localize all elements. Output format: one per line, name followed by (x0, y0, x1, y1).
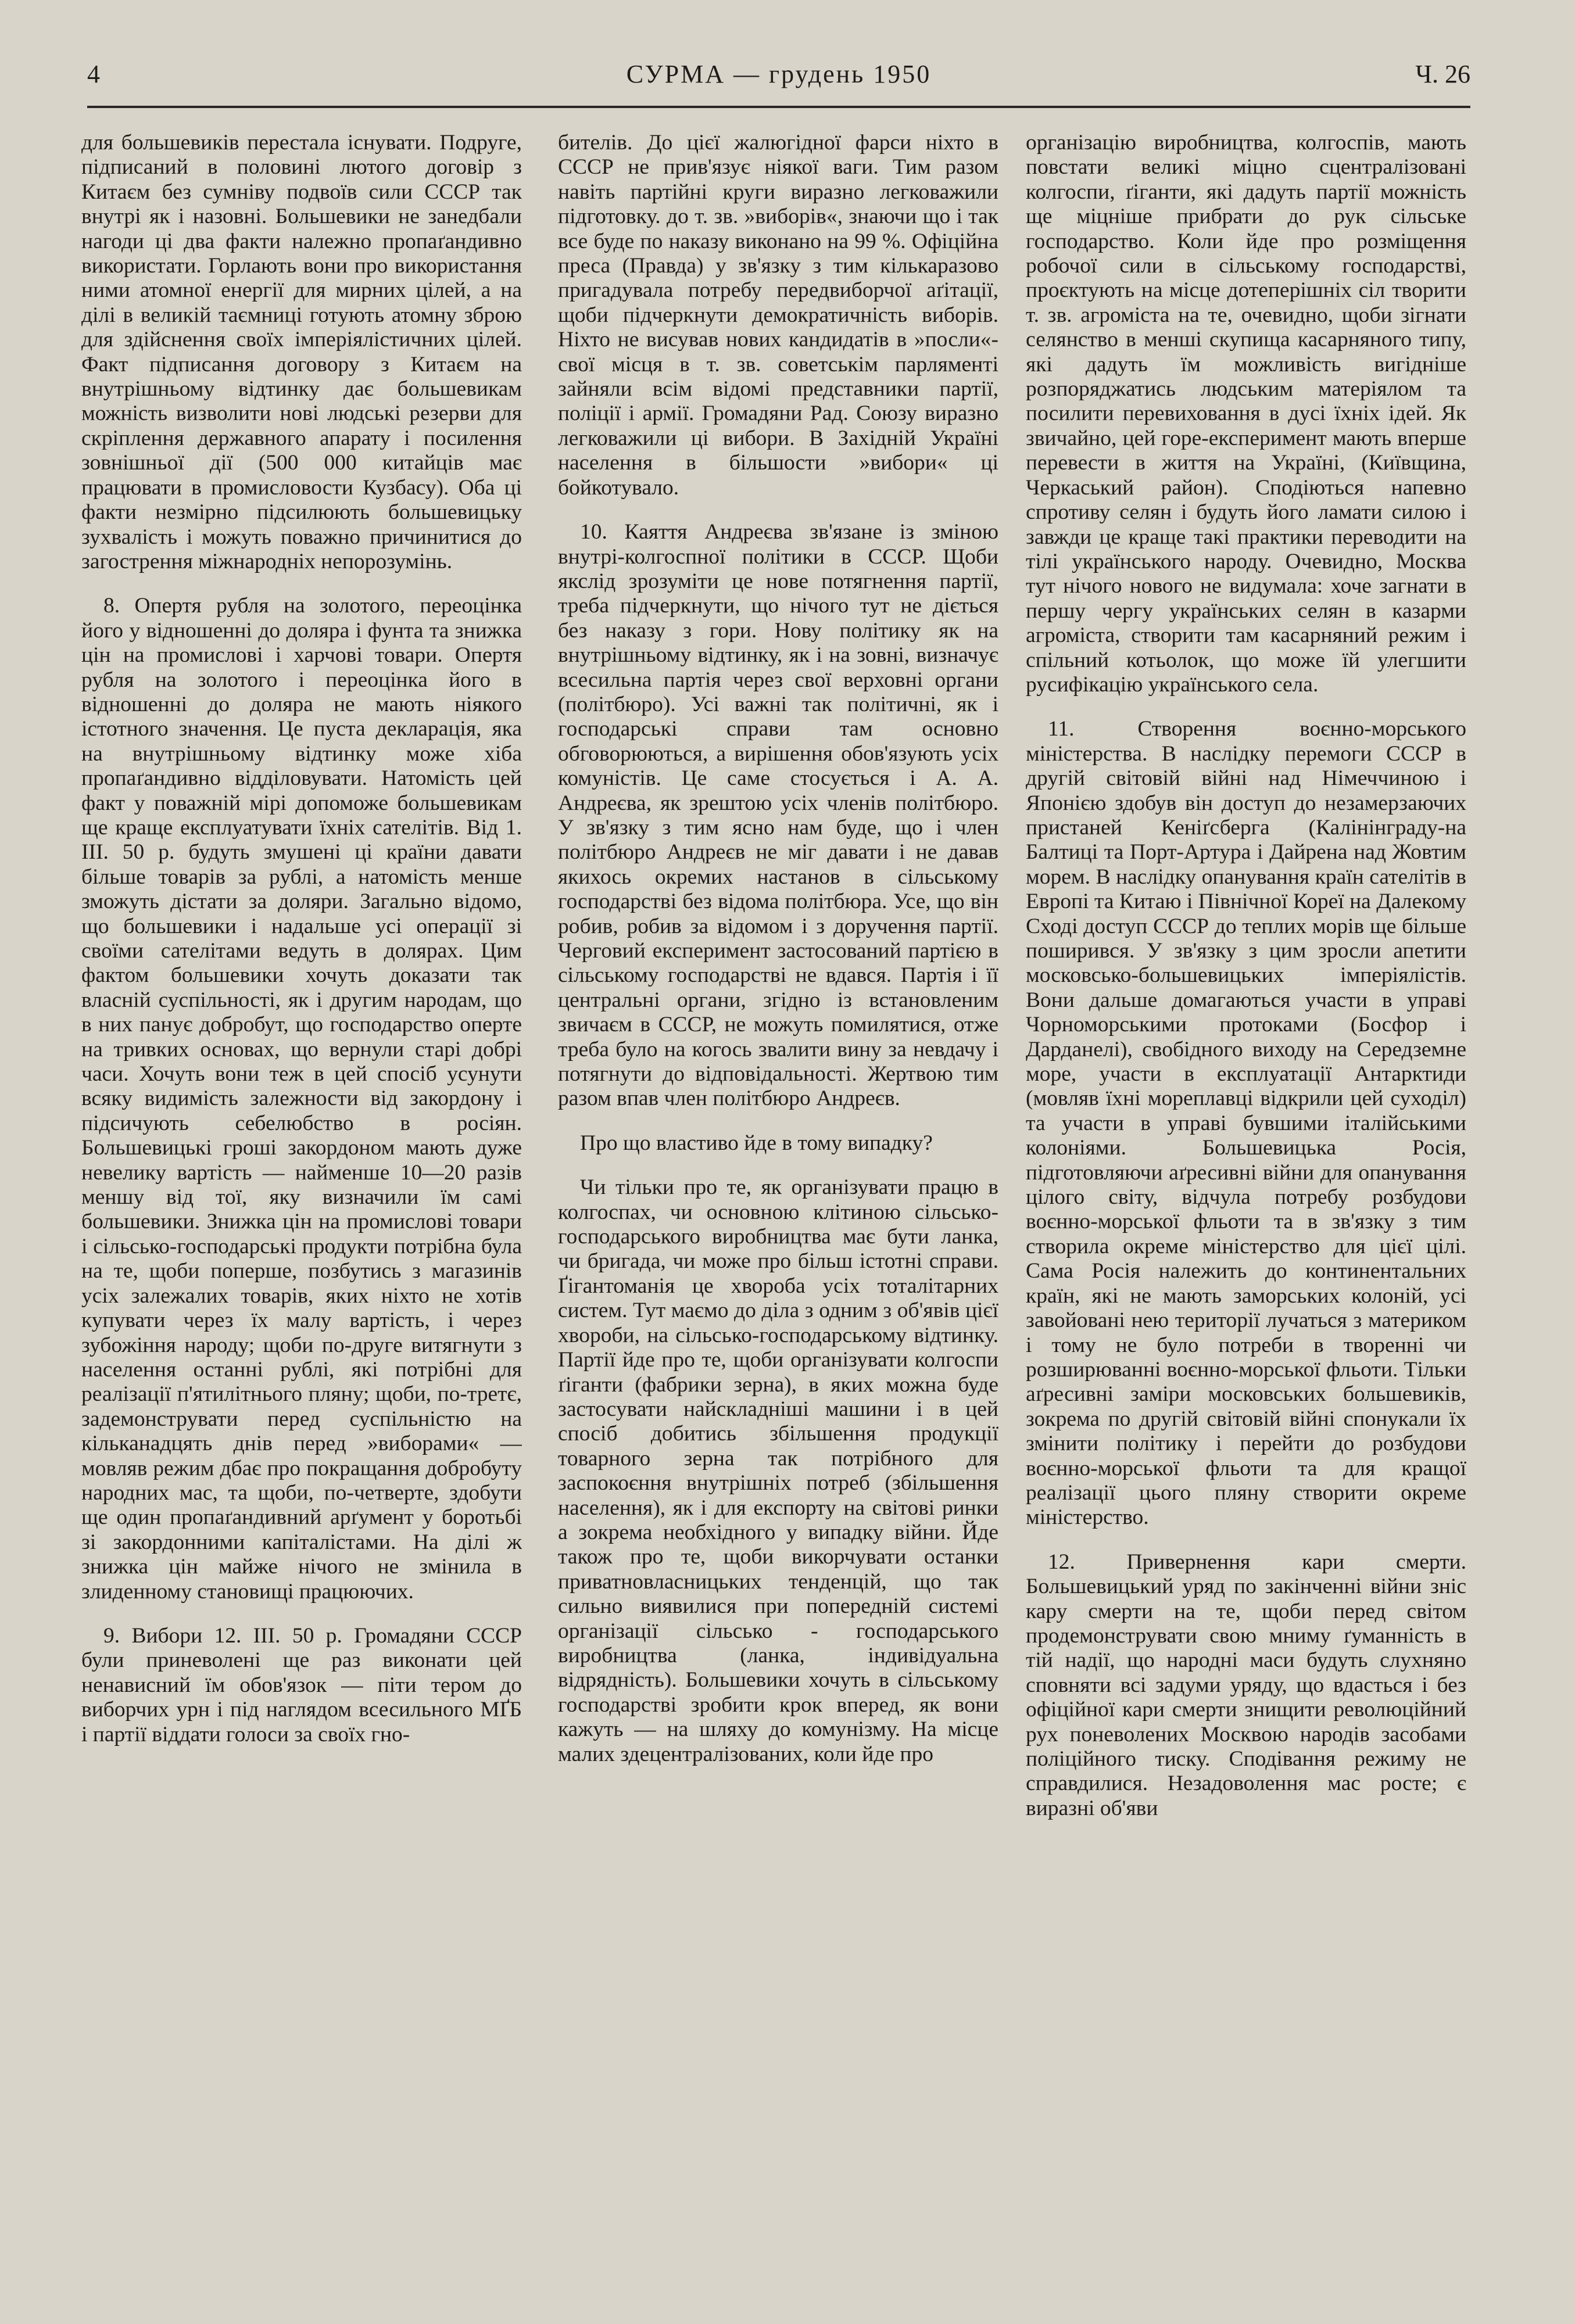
paragraph: 9. Вибори 12. III. 50 р. Громадяни СССР були приневолені ще раз виконати цей ненависний їм обов'язок — піти тером до виборчих урн і під наглядом всесильного МҐБ і партії віддати голоси за своїх гно- (81, 1623, 522, 1746)
paragraph: 10. Каяття Андреєва зв'язане із зміною внутрі-колгоспної політики в СССР. Щоби якслід зрозуміти це нове потягнення партії, треба підчеркнути, що нічого тут не діється без наказу з гори. Нову політику як на внутрішньому відтинку, як і на зовні, визначує всесильна партія через свої верховні органи (політбюро). Усі важні так політичні, як і господарські справи там основно обговорюються, а вирішення обов'язують усіх комуністів. Це саме стосується і А. А. Андреєва, як зрештою усіх членів політбюро. У зв'язку з тим ясно нам буде, що і член політбюро Андреєв не міг давати і не давав якихось окремих настанов в сільському господарстві без відома політбюра. Усе, що він робив, робив за відомом і з доручення партії. Черговий експеримент застосований партією в сільському господарстві не вдався. Партія і її центральні органи, згідно із встановленим звичаєм в СССР, не можуть помилятися, отже треба було на когось звалити вину за невдачу і потягнути до відповідальності. Жертвою тим разом впав член політбюро Андреєв. (558, 520, 998, 1111)
issue-number: Ч. 26 (1415, 60, 1470, 88)
paragraph: 8. Опертя рубля на золотого, переоцінка його у відношенні до доляра і фунта та знижка цін на промислові і харчові товари. Опертя рубля на золотого і переоцінка його в відношенні до доляра не мають ніякого істотного значення. Це пуста декларація, яка на внутрішньому відтинку може хіба пропаґандивно відділовувати. Натомість цей факт у поважній мірі допоможе большевикам ще краще експлуатувати їхніх сателітів. Від 1. III. 50 р. будуть змушені ці країни давати більше товарів за рублі, а натомість менше зможуть дістати за доляри. Загально відомо, що большевики і надальше усі операції зі своїми сателітами ведуть в долярах. Цим фактом большевики хочуть доказати так власній суспільності, як і другим народам, що в них панує добробут, що господарство оперте на тривких основах, що вернули старі добрі часи. Хочуть вони теж в цей спосіб усунути всяку видимість залежности від закордону і підсичують себелюбство в росіян. Большевицькі гроші закордоном мають дуже невелику вартість — найменше 10—20 разів меншу від тої, яку визначили їм самі большевики. Знижка цін на промислові товари і сільсько-господарські продукти потрібна була на те, щоби поперше, позбутись з магазинів усіх залежалих товарів, яких ніхто не хотів купувати через їх малу вартість, і через зубожіння народу; щоби по-друге витягнути з населення останні рублі, які потрібні для реалізації п'ятилітнього пляну; щоби, по-третє, задемонструвати перед суспільністю на кільканадцять днів перед »виборами« — мовляв режим дбає про покращання добробуту народних мас, та щоби, по-четверте, здобути ще один пропаґандивний арґумент у боротьбі зі закордонними капіталістами. На ділі ж знижка цін майже нічого не змінила в злиденному становищі працюючих. (81, 594, 522, 1604)
paragraph: 11. Створення воєнно-морського міністерства. В наслідку перемоги СССР в другій світовій війні над Німеччиною і Японією здобув він доступ до незамерзаючих пристаней Кеніґсберга (Калінінграду-на Балтиці та Порт-Артура і Дайрена над Жовтим морем. В наслідку опанування країн сателітів в Европі та Китаю і Північної Кореї на Далекому Сході доступ СССР до теплих морів ще більше поширився. У зв'язку з цим зросли апетити московсько-большевицьких імперіялістів. Вони дальше домагаються участи в управі Чорноморськими протоками (Босфор і Дарданелі), свобідного виходу на Середземне море, участи в експлуатації Антарктиди (мовляв їхні мореплавці відкрили цей суходіл) та участи в управі бувшими італійськими колоніями. Большевицька Росія, підготовляючи аґресивні війни для опанування цілого світу, відчула потребу розбудови воєнно-морської фльоти та в зв'язку з тим створила окреме міністерство для цієї цілі. Сама Росія належить до континентальних країн, які не мають заморських колоній, усі завойовані нею території лучаться з материком і тому не було потреби в творенні чи розширюванні воєнно-морської фльоти. Тільки аґресивні заміри московських большевиків, зокрема по другій світовій війні спонукали їх змінити політику і перейти до розбудови воєнно-морської фльоти та для кращої реалізації цього пляну створити окреме міністерство. (1026, 717, 1466, 1530)
paragraph: бителів. До цієї жалюгідної фарси ніхто в СССР не прив'язує ніякої ваги. Тим разом навіть партійні круги виразно легковажили підготовку. до т. зв. »виборів«, знаючи що і так все буде по наказу виконано на 99 %. Офіційна преса (Правда) у зв'язку з тим кількаразово пригадувала потребу передвиборчої аґітації, щоби підчеркнути демократичність виборів. Ніхто не висував нових кандидатів в »посли«-свої місця в т. зв. советськім парляменті зайняли всім відомі представники партії, поліції і армії. Громадяни Рад. Союзу виразно легковажили ці вибори. В Західній Україні населення в більшости »вибори« ці бойкотувало. (558, 131, 998, 500)
paragraph: Про що властиво йде в тому випадку? (580, 1131, 933, 1155)
page-number: 4 (87, 60, 100, 88)
text-column-1 (81, 131, 522, 2304)
header-rule (87, 106, 1470, 108)
paragraph: для большевиків перестала існувати. Подруге, підписаний в половині лютого договір з Китаєм без сумніву подвоїв сили СССР так внутрі як і назовні. Большевики не занедбали нагоди ці два факти належно пропаґандивно використати. Горлають вони про використання ними атомної енергії для мирних цілей, а на ділі в великій таємниці готують атомну зброю для здійснення своїх імперіялістичних цілей. Факт підписання договору з Китаєм на внутрішньому відтинку дає большевикам можність визволити нові людські резерви для скріплення державного апарату і посилення зовнішньої дії (500 000 китайців має працювати в промисловости Кузбасу). Оба ці факти незмірно підсилюють большевицьку зухвалість і можуть поважно причинитися до загострення міжнародніх непорозумінь. (81, 131, 522, 573)
masthead: СУРМА — грудень 1950 (626, 60, 932, 88)
text-column-2 (558, 131, 998, 2304)
text-column-3 (1026, 131, 1466, 2304)
paragraph: 12. Привернення кари смерти. Большевицький уряд по закінченні війни зніс кару смерти на те, щоби перед світом продемонструвати свою мниму ґуманність в тій надії, що народні маси будуть слухняно сповняти всі задуми уряду, що вдасться і без офіційної кари смерти знищити революційний рух поневолених Москвою народів засобами поліційного тиску. Сподівання режиму не справдилися. Незадоволення мас росте; є виразні об'яви (1026, 1550, 1466, 1820)
paragraph: Чи тільки про те, як організувати працю в колгоспах, чи основною клітиною сільсько-господарського виробництва має бути ланка, чи бригада, чи може про більш істотні справи. Ґігантоманія це хвороба усіх тоталітарних систем. Тут маємо до діла з одним з об'явів цієї хвороби, на сільсько-господарському відтинку. Партії йде про те, щоби організувати колгоспи ґіганти (фабрики зерна), в яких можна буде застосувати найскладніші машини і в цей спосіб добитись збільшення продукції товарного зерна так потрібного для заспокоєння внутрішніх потреб (збільшення населення), як і для експорту на світові ринки а зокрема необхідного у випадку війни. Йде також про те, щоби викорчувати останки приватновласницьких тенденцій, що так сильно виявилися при попередній системі організації сільсько - господарського виробництва (ланка, індивідуальна відрядність). Большевики хочуть в сільському господарстві зробити крок вперед, як вони кажуть — на шляху до комунізму. На місце малих здецентралізованих, коли йде про (558, 1175, 998, 1766)
page-header (87, 53, 1470, 94)
paragraph: організацію виробництва, колгоспів, мають повстати великі міцно сцентралізовані колгоспи, ґіганти, які дадуть партії можність ще міцніше прибрати до рук сільське господарство. Коли йде про розміщення робочої сили в сільському господарстві, проєктують на місце дотеперішніх сіл творити т. зв. агроміста на те, очевидно, щоби зігнати селянство в менші скупища касарняного типу, які дадуть їм можливість вигідніше розпоряджатись людським матеріялом та посилити перевиховання в дусі їхніх ідей. Як звичайно, цей горе-експеримент мають вперше перевести в життя на Україні, (Київщина, Черкаський район). Сподіються напевно спротиву селян і будуть його ламати силою і завжди це краще такі практики переводити на тілі українського народу. Очевидно, Москва тут нічого нового не видумала: хоче загнати в першу чергу українських селян в казарми агроміста, створити там касарняний режим і спільний котьолок, що може їй улегшити русифікацію українського села. (1026, 131, 1466, 697)
